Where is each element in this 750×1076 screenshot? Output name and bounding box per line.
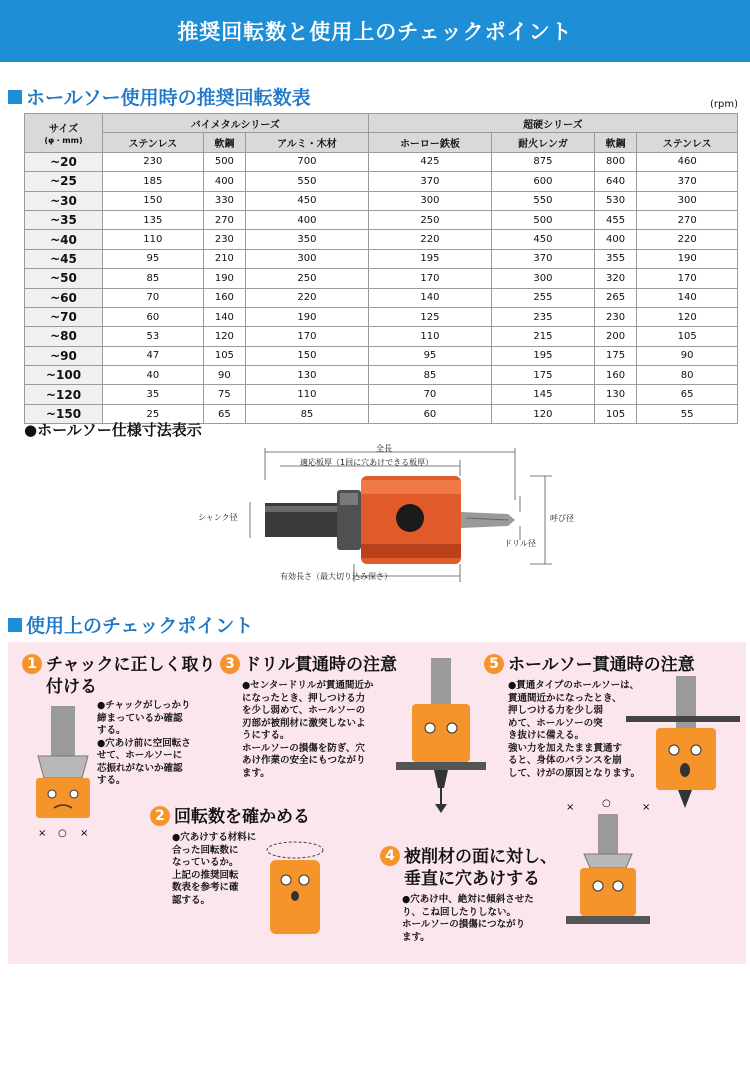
point-text-line: を少し弱めて、ホールソーの — [242, 705, 366, 716]
label-effective: 有効長さ（最大切り込み深さ） — [280, 572, 392, 581]
rpm-cell: 220 — [246, 288, 369, 307]
rpm-cell: 875 — [492, 152, 595, 171]
point-3-number: 3 — [220, 654, 240, 674]
rpm-cell: 235 — [492, 307, 595, 326]
rpm-cell: 105 — [637, 327, 738, 346]
svg-text:×: × — [642, 802, 651, 813]
point-text-line: 強い力を加えたまま貫通す — [508, 742, 623, 754]
rpm-cell: 425 — [368, 152, 491, 171]
rpm-cell: 195 — [368, 249, 491, 268]
vertical-drilling-illustration — [562, 798, 654, 938]
square-icon — [8, 618, 22, 632]
rpm-cell: 53 — [103, 327, 204, 346]
rpm-cell: 455 — [594, 210, 636, 229]
rpm-cell: 700 — [246, 152, 369, 171]
rpm-cell: 47 — [103, 346, 204, 365]
point-text-line: り、こね回したりしない。 — [402, 906, 517, 918]
point-text-line: する。 — [97, 775, 126, 786]
rpm-cell: 105 — [594, 404, 636, 423]
rpm-cell: 25 — [103, 404, 204, 423]
size-cell: ~40 — [25, 230, 103, 249]
size-cell: ~60 — [25, 288, 103, 307]
rpm-cell: 270 — [203, 210, 245, 229]
rpm-cell: 220 — [368, 230, 491, 249]
rpm-cell: 175 — [492, 366, 595, 385]
point-5-number: 5 — [484, 654, 504, 674]
holesaw-through-illustration — [626, 676, 740, 810]
column-header: ステンレス — [637, 133, 738, 152]
point-text-line: なっているか。 — [172, 857, 239, 868]
rpm-cell: 640 — [594, 172, 636, 191]
rpm-cell: 120 — [203, 327, 245, 346]
rpm-cell: 40 — [103, 366, 204, 385]
rpm-cell: 160 — [203, 288, 245, 307]
rpm-cell: 255 — [492, 288, 595, 307]
rpm-cell: 460 — [637, 152, 738, 171]
size-cell: ~25 — [25, 172, 103, 191]
rpm-cell: 300 — [246, 249, 369, 268]
size-cell: ~70 — [25, 307, 103, 326]
check-points-panel — [8, 642, 746, 964]
rpm-cell: 145 — [492, 385, 595, 404]
rpm-cell: 130 — [594, 385, 636, 404]
point-4-title-line2: 垂直に穴あけする — [404, 869, 540, 889]
unit-label: (rpm) — [709, 99, 738, 110]
table-row — [25, 172, 738, 191]
rpm-cell: 370 — [637, 172, 738, 191]
rpm-cell: 370 — [492, 249, 595, 268]
section-heading-rpm — [8, 83, 311, 110]
group-header-carbide: 超硬シリーズ — [368, 114, 737, 133]
point-text-line: あけ作業の安全にもつながり — [242, 755, 366, 766]
rpm-cell: 600 — [492, 172, 595, 191]
point-4-number: 4 — [380, 846, 400, 866]
rpm-cell: 190 — [246, 307, 369, 326]
label-total-length: 全長 — [376, 444, 392, 453]
point-text-line: 締まっているか確認 — [97, 712, 183, 724]
point-text-line: き抜けに備える。 — [508, 730, 585, 741]
rpm-cell: 140 — [368, 288, 491, 307]
rpm-cell: 85 — [103, 269, 204, 288]
rpm-cell: 355 — [594, 249, 636, 268]
table-row — [25, 307, 738, 326]
point-text-line: 上記の推奨回転 — [172, 869, 239, 881]
column-header: 耐火レンガ — [492, 133, 595, 152]
label-thickness: 適応板厚（1回に穴あけできる板厚） — [300, 458, 434, 467]
section-title-check: 使用上のチェックポイント — [26, 615, 254, 637]
svg-text:×: × — [566, 802, 575, 813]
rpm-cell: 195 — [492, 346, 595, 365]
rpm-cell: 500 — [492, 210, 595, 229]
rpm-cell: 230 — [203, 230, 245, 249]
rpm-cell: 300 — [637, 191, 738, 210]
point-text-line: めて、ホールソーの突 — [508, 717, 603, 729]
rpm-cell: 105 — [203, 346, 245, 365]
point-text-line: ホールソーの損傷を防ぎ、穴 — [242, 742, 365, 754]
rpm-cell: 140 — [637, 288, 738, 307]
group-header-bimetal: バイメタルシリーズ — [103, 114, 369, 133]
spec-title: ●ホールソー仕様寸法表示 — [24, 421, 202, 439]
table-row — [25, 327, 738, 346]
label-nominal: 呼び径 — [550, 514, 574, 523]
drill-through-illustration — [396, 658, 486, 814]
rpm-cell: 175 — [594, 346, 636, 365]
label-shank: シャンク径 — [198, 513, 238, 522]
rpm-cell: 110 — [246, 385, 369, 404]
point-2-title — [150, 806, 310, 828]
size-cell: ~30 — [25, 191, 103, 210]
rpm-cell: 400 — [594, 230, 636, 249]
point-text-line: ホールソーの損傷につながり — [402, 919, 526, 930]
rpm-cell: 120 — [637, 307, 738, 326]
rpm-cell: 150 — [246, 346, 369, 365]
point-2-body — [172, 832, 256, 907]
point-text-line: ●チャックがしっかり — [97, 700, 191, 711]
rpm-cell: 65 — [203, 404, 245, 423]
point-text-line: になったとき、押しつける力 — [242, 692, 366, 704]
rpm-cell: 170 — [246, 327, 369, 346]
rpm-cell: 250 — [368, 210, 491, 229]
point-text-line: ます。 — [242, 767, 270, 779]
rpm-cell: 125 — [368, 307, 491, 326]
size-header-unit: (φ・mm) — [44, 135, 83, 145]
point-5-title — [484, 654, 695, 676]
point-text-line: ●穴あけ前に空回転さ — [97, 737, 191, 749]
rpm-cell: 530 — [594, 191, 636, 210]
section-heading-check — [8, 611, 253, 638]
point-2-heading: 回転数を確かめる — [174, 807, 310, 827]
rpm-cell: 160 — [594, 366, 636, 385]
rpm-cell: 190 — [203, 269, 245, 288]
point-text-line: する。 — [97, 725, 126, 736]
point-5-body — [508, 680, 640, 780]
svg-text:○: ○ — [602, 798, 611, 809]
rpm-cell: 75 — [203, 385, 245, 404]
point-text-line: 合った回転数に — [172, 844, 239, 856]
size-cell: ~90 — [25, 346, 103, 365]
rpm-cell: 190 — [637, 249, 738, 268]
rpm-table — [24, 113, 738, 424]
size-cell: ~80 — [25, 327, 103, 346]
column-header: 軟鋼 — [203, 133, 245, 152]
table-row — [25, 191, 738, 210]
size-cell: ~100 — [25, 366, 103, 385]
table-row — [25, 152, 738, 171]
rpm-cell: 800 — [594, 152, 636, 171]
rpm-cell: 400 — [246, 210, 369, 229]
point-text-line: 数表を参考に確 — [172, 882, 239, 893]
rpm-cell: 330 — [203, 191, 245, 210]
rpm-cell: 350 — [246, 230, 369, 249]
point-4-heading — [404, 846, 557, 890]
point-text-line: ●穴あけする材料に — [172, 832, 257, 843]
holesaw-diagram — [190, 440, 574, 590]
table-row — [25, 269, 738, 288]
rpm-cell: 370 — [368, 172, 491, 191]
rpm-cell: 270 — [637, 210, 738, 229]
rpm-cell: 35 — [103, 385, 204, 404]
rpm-cell: 90 — [203, 366, 245, 385]
rpm-cell: 55 — [637, 404, 738, 423]
rpm-cell: 110 — [103, 230, 204, 249]
point-1-title-line1: チャックに正しく取り — [46, 655, 216, 675]
square-icon — [8, 90, 22, 104]
point-text-line: ●穴あけ中、絶対に傾斜させた — [402, 894, 534, 905]
header-banner — [0, 0, 750, 62]
rpm-cell: 450 — [492, 230, 595, 249]
table-row — [25, 230, 738, 249]
rpm-cell: 95 — [368, 346, 491, 365]
point-text-line: うにする。 — [242, 730, 290, 741]
point-2-number: 2 — [150, 806, 170, 826]
rpm-cell: 185 — [103, 172, 204, 191]
rpm-cell: 300 — [368, 191, 491, 210]
point-3-title — [220, 654, 397, 676]
rpm-cell: 400 — [203, 172, 245, 191]
rpm-cell: 215 — [492, 327, 595, 346]
point-text-line: して、けがの原因となります。 — [508, 767, 641, 779]
section-title-rpm: ホールソー使用時の推奨回転数表 — [26, 87, 311, 109]
point-3-body — [242, 680, 373, 780]
size-cell: ~20 — [25, 152, 103, 171]
rpm-cell: 170 — [637, 269, 738, 288]
size-cell: ~35 — [25, 210, 103, 229]
rpm-cell: 550 — [492, 191, 595, 210]
point-text-line: 貫通間近かになったとき、 — [508, 692, 622, 704]
size-cell: ~50 — [25, 269, 103, 288]
point-4-body — [402, 894, 534, 944]
svg-text:×: × — [38, 828, 47, 839]
table-row — [25, 346, 738, 365]
rpm-cell: 250 — [246, 269, 369, 288]
rpm-cell: 140 — [203, 307, 245, 326]
point-1-number: 1 — [22, 654, 42, 674]
table-row — [25, 288, 738, 307]
rpm-cell: 90 — [637, 346, 738, 365]
point-text-line: 刃部が被削材に激突しないよ — [242, 717, 366, 729]
point-1-body — [97, 700, 191, 788]
size-cell: ~120 — [25, 385, 103, 404]
size-header-label: サイズ — [48, 123, 79, 135]
table-row — [25, 366, 738, 385]
rpm-cell: 95 — [103, 249, 204, 268]
rpm-cell: 550 — [246, 172, 369, 191]
rpm-cell: 265 — [594, 288, 636, 307]
point-text-line: 芯振れがないか確認 — [97, 762, 183, 774]
rpm-cell: 300 — [492, 269, 595, 288]
size-cell: ~150 — [25, 404, 103, 423]
rpm-cell: 60 — [103, 307, 204, 326]
table-row — [25, 210, 738, 229]
point-1-title-line2: 付ける — [46, 677, 97, 697]
rpm-cell: 320 — [594, 269, 636, 288]
rpm-cell: 230 — [103, 152, 204, 171]
point-text-line: ると、身体のバランスを崩 — [508, 755, 622, 766]
table-row — [25, 385, 738, 404]
hand-chuck-illustration — [24, 702, 102, 842]
point-1-heading — [46, 654, 216, 698]
point-3-heading: ドリル貫通時の注意 — [244, 655, 397, 675]
rpm-cell: 60 — [368, 404, 491, 423]
rpm-cell: 80 — [637, 366, 738, 385]
rpm-cell: 85 — [246, 404, 369, 423]
size-header — [25, 114, 103, 153]
rpm-cell: 230 — [594, 307, 636, 326]
svg-text:×: × — [80, 828, 89, 839]
column-header: ホーロー鉄板 — [368, 133, 491, 152]
rpm-cell: 70 — [103, 288, 204, 307]
rpm-cell: 110 — [368, 327, 491, 346]
point-text-line: 押しつける力を少し弱 — [508, 705, 604, 716]
rpm-cell: 65 — [637, 385, 738, 404]
point-4-title-line1: 被削材の面に対し、 — [404, 847, 557, 867]
point-text-line: ●貫通タイプのホールソーは、 — [508, 680, 640, 691]
column-header: ステンレス — [103, 133, 204, 152]
rpm-cell: 450 — [246, 191, 369, 210]
point-text-line: ます。 — [402, 931, 430, 943]
rpm-cell: 200 — [594, 327, 636, 346]
rpm-cell: 170 — [368, 269, 491, 288]
point-5-heading: ホールソー貫通時の注意 — [508, 655, 695, 675]
size-cell: ~45 — [25, 249, 103, 268]
point-text-line: ●センタードリルが貫通間近か — [242, 680, 374, 691]
rpm-cell: 120 — [492, 404, 595, 423]
label-drill: ドリル径 — [504, 539, 536, 548]
table-row — [25, 249, 738, 268]
point-text-line: せて、ホールソーに — [97, 750, 183, 761]
rpm-cell: 150 — [103, 191, 204, 210]
rotation-illustration — [260, 830, 330, 940]
rpm-cell: 220 — [637, 230, 738, 249]
rpm-cell: 210 — [203, 249, 245, 268]
point-1-title — [22, 654, 216, 698]
point-4-title — [380, 846, 557, 890]
rpm-cell: 135 — [103, 210, 204, 229]
rpm-cell: 500 — [203, 152, 245, 171]
rpm-cell: 85 — [368, 366, 491, 385]
rpm-cell: 70 — [368, 385, 491, 404]
rpm-cell: 130 — [246, 366, 369, 385]
svg-text:○: ○ — [58, 828, 67, 839]
column-header: アルミ・木材 — [246, 133, 369, 152]
banner-title: 推奨回転数と使用上のチェックポイント — [177, 20, 573, 44]
point-text-line: 認する。 — [172, 894, 211, 906]
column-header: 軟鋼 — [594, 133, 636, 152]
